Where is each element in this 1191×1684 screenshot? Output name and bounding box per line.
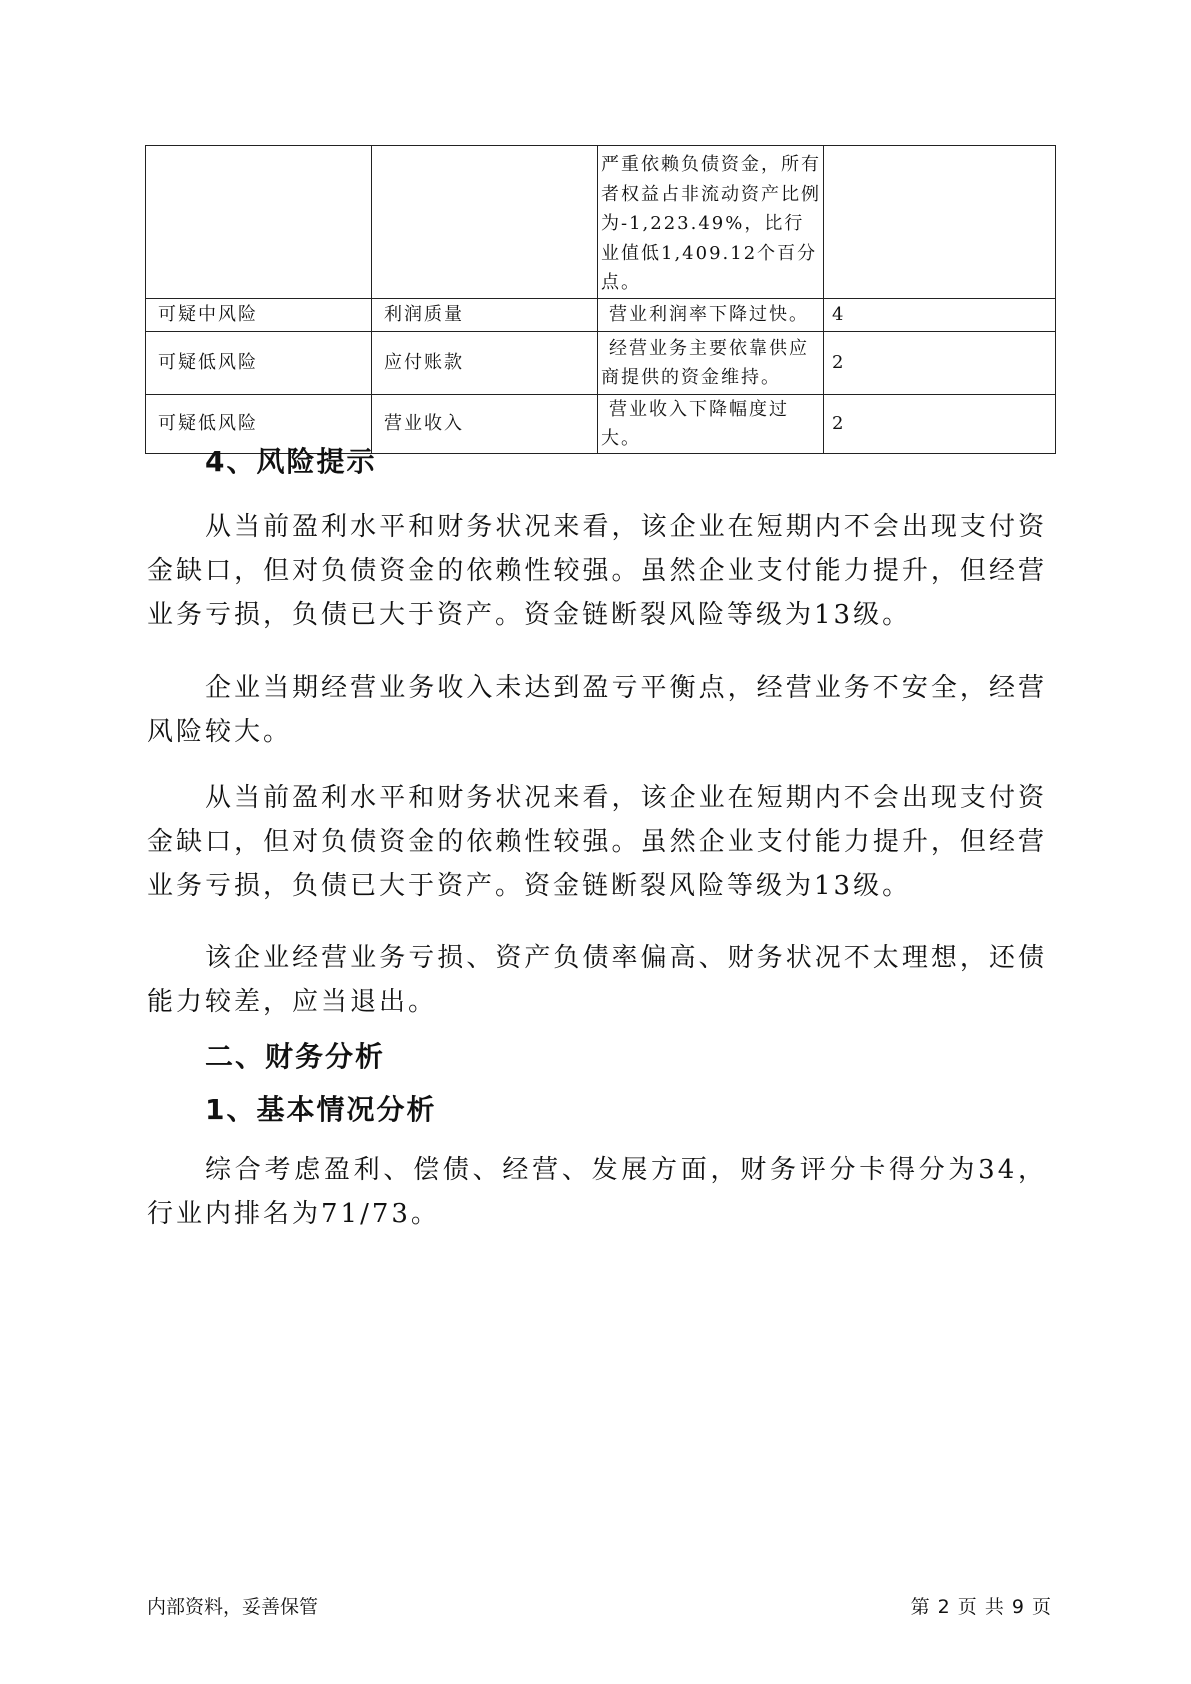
paragraph: 企业当期经营业务收入未达到盈亏平衡点，经营业务不安全，经营风险较大。 <box>147 673 1047 747</box>
risk-description-cell <box>598 298 824 331</box>
risk-item-cell: 利润质量 <box>372 298 598 331</box>
risk-description-text: 营业收入下降幅度过大。 <box>601 398 789 449</box>
table-row <box>146 331 1056 394</box>
table-row <box>146 298 1056 331</box>
risk-item-cell: 营业收入 <box>372 394 598 453</box>
risk-description-cell <box>598 394 824 453</box>
footer-page-number: 第 2 页 共 9 页 <box>910 1596 1052 1618</box>
risk-level-cell: 可疑低风险 <box>146 331 372 394</box>
paragraph: 从当前盈利水平和财务状况来看，该企业在短期内不会出现支付资金缺口，但对负债资金的依赖性较强。虽然企业支付能力提升，但经营业务亏损，负债已大于资产。资金链断裂风险等级为13级。 <box>147 783 1047 901</box>
risk-level-cell: 可疑中风险 <box>146 298 372 331</box>
risk-level-cell: 可疑低风险 <box>146 394 372 453</box>
risk-item-cell <box>372 146 598 299</box>
risk-description-text: 营业利润率下降过快。 <box>609 304 809 325</box>
paragraph: 综合考虑盈利、偿债、经营、发展方面，财务评分卡得分为34，行业内排名为71/73。 <box>147 1155 1047 1229</box>
risk-score-cell: 4 <box>824 298 1056 331</box>
risk-score-cell: 2 <box>824 394 1056 453</box>
risk-description-cell: 严重依赖负债资金，所有者权益占非流动资产比例为-1,223.49%，比行业值低1,409.12个百分点。 <box>598 146 824 299</box>
footer-confidential-note: 内部资料，妥善保管 <box>147 1596 319 1618</box>
risk-score-cell <box>824 146 1056 299</box>
risk-item-cell: 应付账款 <box>372 331 598 394</box>
section-heading-risk-tips: 4、风险提示 <box>205 445 377 478</box>
risk-description-text: 经营业务主要依靠供应商提供的资金维持。 <box>601 337 809 388</box>
risk-description-cell <box>598 331 824 394</box>
paragraph: 该企业经营业务亏损、资产负债率偏高、财务状况不太理想，还债能力较差，应当退出。 <box>147 943 1047 1017</box>
paragraph: 从当前盈利水平和财务状况来看，该企业在短期内不会出现支付资金缺口，但对负债资金的依赖性较强。虽然企业支付能力提升，但经营业务亏损，负债已大于资产。资金链断裂风险等级为13级。 <box>147 512 1047 630</box>
sub-heading-basic-analysis: 1、基本情况分析 <box>205 1093 437 1126</box>
risk-level-cell <box>146 146 372 299</box>
risk-table <box>145 145 1056 454</box>
table-row <box>146 146 1056 299</box>
risk-score-cell: 2 <box>824 331 1056 394</box>
section-heading-financial: 二、财务分析 <box>205 1040 386 1073</box>
